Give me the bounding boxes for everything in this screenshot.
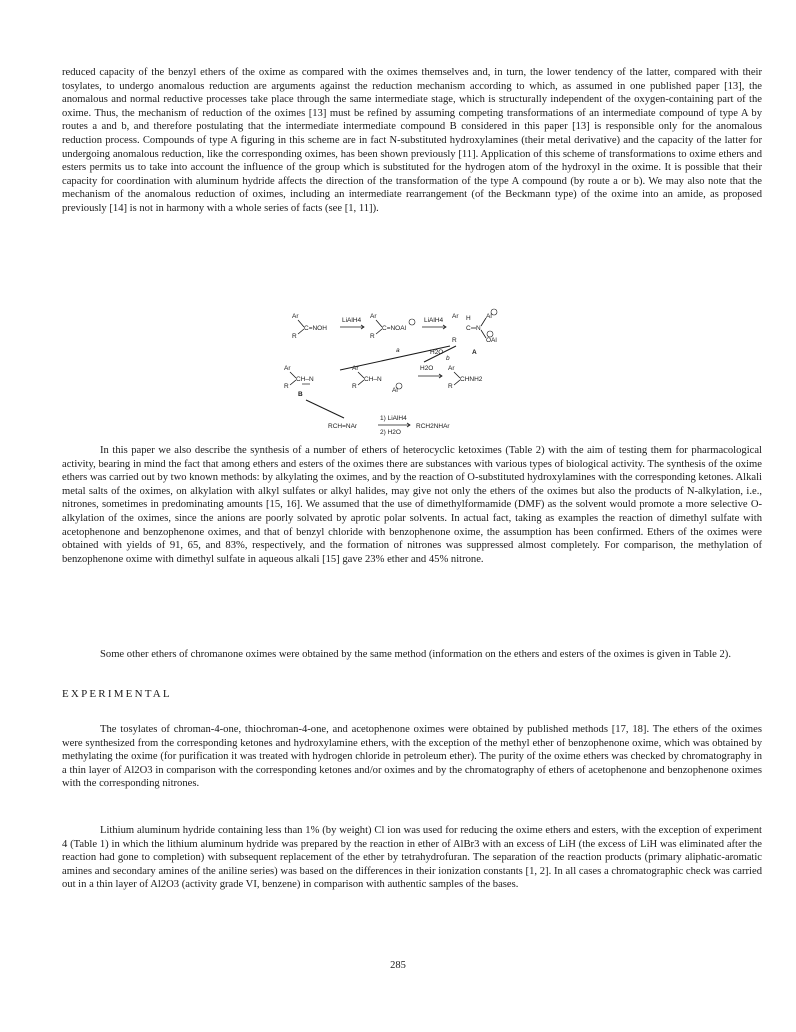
scheme-label-a: A [472,349,477,356]
scheme-complex-al: Al [392,387,398,394]
scheme-step-2: 2) H2O [380,429,401,436]
scheme-amino-complex: CH–N [364,376,382,383]
paragraph-synthesis: In this paper we also describe the synthesis of a number of ethers of heterocyclic ketoximes (Table 2) with the aim of testing them for pharmacological activity, bearing in mind the fact that among ethers and esters of the oximes there are substances with various types of biological activity. The synthesis of the oxime ethers was carried out by two known methods: by alkylating the oximes, and by the reaction of O-substituted hydroxylamines with the corresponding ketones. Alkali metal salts of the oximes, on alkylation with alkyl sulfates or alkyl halides, may give not only the ethers of the oximes but also the products of N-alkylation, i.e., nitrones, sometimes in predominating amounts [15, 16]. We assumed that the use of dimethylformamide (DMF) as the solvent would promote a more selective O-alkylation of the oximes, since the anions are poorly solvated by aprotic polar solvents. In actual fact, taking as examples the reaction of dimethyl sulfate with acetophenone and benzophenone oximes, and that of benzyl chloride with benzophenone oxime, the assumption has been confirmed. Ethers of the oximes were obtained with yields of 91, 65, and 83%, respectively, and the formation of nitrones was suppressed almost completely. For comparison, the methylation of benzophenone oxime with dimethyl sulfate in aqueous alkali [15] gave 23% ether and 45% nitrone. [62,445,762,565]
paragraph-reduction-mechanism: reduced capacity of the benzyl ethers of the oxime as compared with the oximes themselves and, in turn, the lower tendency of the latter, compared with their tosylates, to undergo anomalous reduction are arguments against the reduction mechanism according to which, as assumed in one published paper [13], the anomalous and normal reductive processes take place through the same intermediate stage, which is structurally independent of the oxygen-containing part of the oxime. Thus, the mechanism of reduction of the oximes [13] must be refined by assuming competing transformations of an intermediate compound of type A by routes a and b, and therefore postulating that the intermediate intermediate compound B considered in this paper [13] is responsible only for the anomalous reduction process. Compounds of type A figuring in this scheme are in fact N-substituted hydroxylamines (their metal derivative) and the capacity of the latter for undergoing anomalous reduction, like the corresponding oximes, has been shown previously [11]. Application of this scheme of transformations to oxime ethers and esters permits us to take into account the influence of the group which is substituted for the hydrogen atom of the hydroxyl in the oxime. It is possible that their capacity for coordination with aluminum hydride affects the direction of the transformation of the type A compound (by route a or b). We may also note that the mechanism of the anomalous reduction of oximes, including an intermediate rearrangement (of the Beckmann type) of the oxime into an amide, as proposed previously [14] is not in harmony with a whole series of facts (see [1, 11]). [62,67,762,214]
paragraph-lithium-aluminum-hydride: Lithium aluminum hydride containing less than 1% (by weight) Cl ion was used for reducing the oxime ethers and esters, with the exception of experiment 4 (Table 1) in which the lithium aluminum hydride was prepared by the reaction in ether of AlBr3 with an excess of LiH (the excess of LiH was eliminated after the reaction had gone to completion) with subsequent replacement of the ether by tetrahydrofuran. The separation of the reaction products (primary aliphatic-aromatic amines and secondary amines of the aniline series) was based on the differences in their ionization constants [1, 2]. In all cases a chromatographic check was carried out in a thin layer of Al2O3 (activity grade VI, benzene) in comparison with authentic samples of the bases. [62,825,762,891]
scheme-step-1: 1) LiAlH4 [380,415,407,422]
scheme-amine: CHNH2 [460,376,483,383]
scheme-ar-5: Ar [352,365,359,372]
scheme-ar-3: Ar [452,313,459,320]
scheme-r-4: R [284,383,289,390]
paragraph-chromanone-ethers: Some other ethers of chromanone oximes were obtained by the same method (information on the ethers and esters of the oximes is given in Table 2). [100,649,731,660]
scheme-route-b: b [446,355,450,362]
scheme-r-3: R [452,337,457,344]
scheme-reagent-1: LiAlH4 [342,317,362,324]
scheme-ar-6: Ar [448,365,455,372]
scheme-r-5: R [352,383,357,390]
scheme-reagent-2: LiAlH4 [424,317,444,324]
scheme-imine: RCH=NAr [328,423,358,430]
scheme-water-2: H2O [420,365,434,372]
scheme-aziridine: CH–N [296,376,314,383]
scheme-ar-2: Ar [370,313,377,320]
scheme-ar-4: Ar [284,365,291,372]
scheme-r-6: R [448,383,453,390]
scheme-a-carbon: C [466,325,471,332]
scheme-alkoxide: C=NOAl [382,325,407,332]
page-number: 285 [390,960,406,971]
scheme-a-hydrogen: H [466,315,471,322]
paragraph-tosylates: The tosylates of chroman-4-one, thiochroman-4-one, and acetophenone oximes were obtained by published methods [17, 18]. The ethers of the oximes were synthesized from the corresponding ketones and hydroxylamine ethers, with the exception of the methyl ether of benzophenone oxime, which was obtained by methylating the oxime (for purification it was treated with hydrogen chloride in petroleum ether). The purity of the oxime ethers was checked by chromatography in a thin layer of Al2O3 in comparison with the corresponding ketones and/or oximes and by the chromatography of ethers of acetophenone and benzophenone oximes with the corresponding nitrones. [62,724,762,790]
scheme-r-2: R [370,333,375,340]
scheme-route-a: a [396,347,400,354]
scheme-oxime: C=NOH [304,325,327,332]
scheme-a-nitrogen: N [476,325,481,332]
scheme-r-1: R [292,333,297,340]
scheme-label-b: B [298,391,303,398]
scheme-a-al: Al [486,313,492,320]
scheme-ar-1: Ar [292,313,299,320]
scheme-product: RCH2NHAr [416,423,450,430]
scheme-water-1: H2O [430,349,444,356]
scheme-a-oal: OAl [486,337,497,344]
reaction-scheme [280,308,530,440]
section-heading-experimental: EXPERIMENTAL [62,688,172,700]
